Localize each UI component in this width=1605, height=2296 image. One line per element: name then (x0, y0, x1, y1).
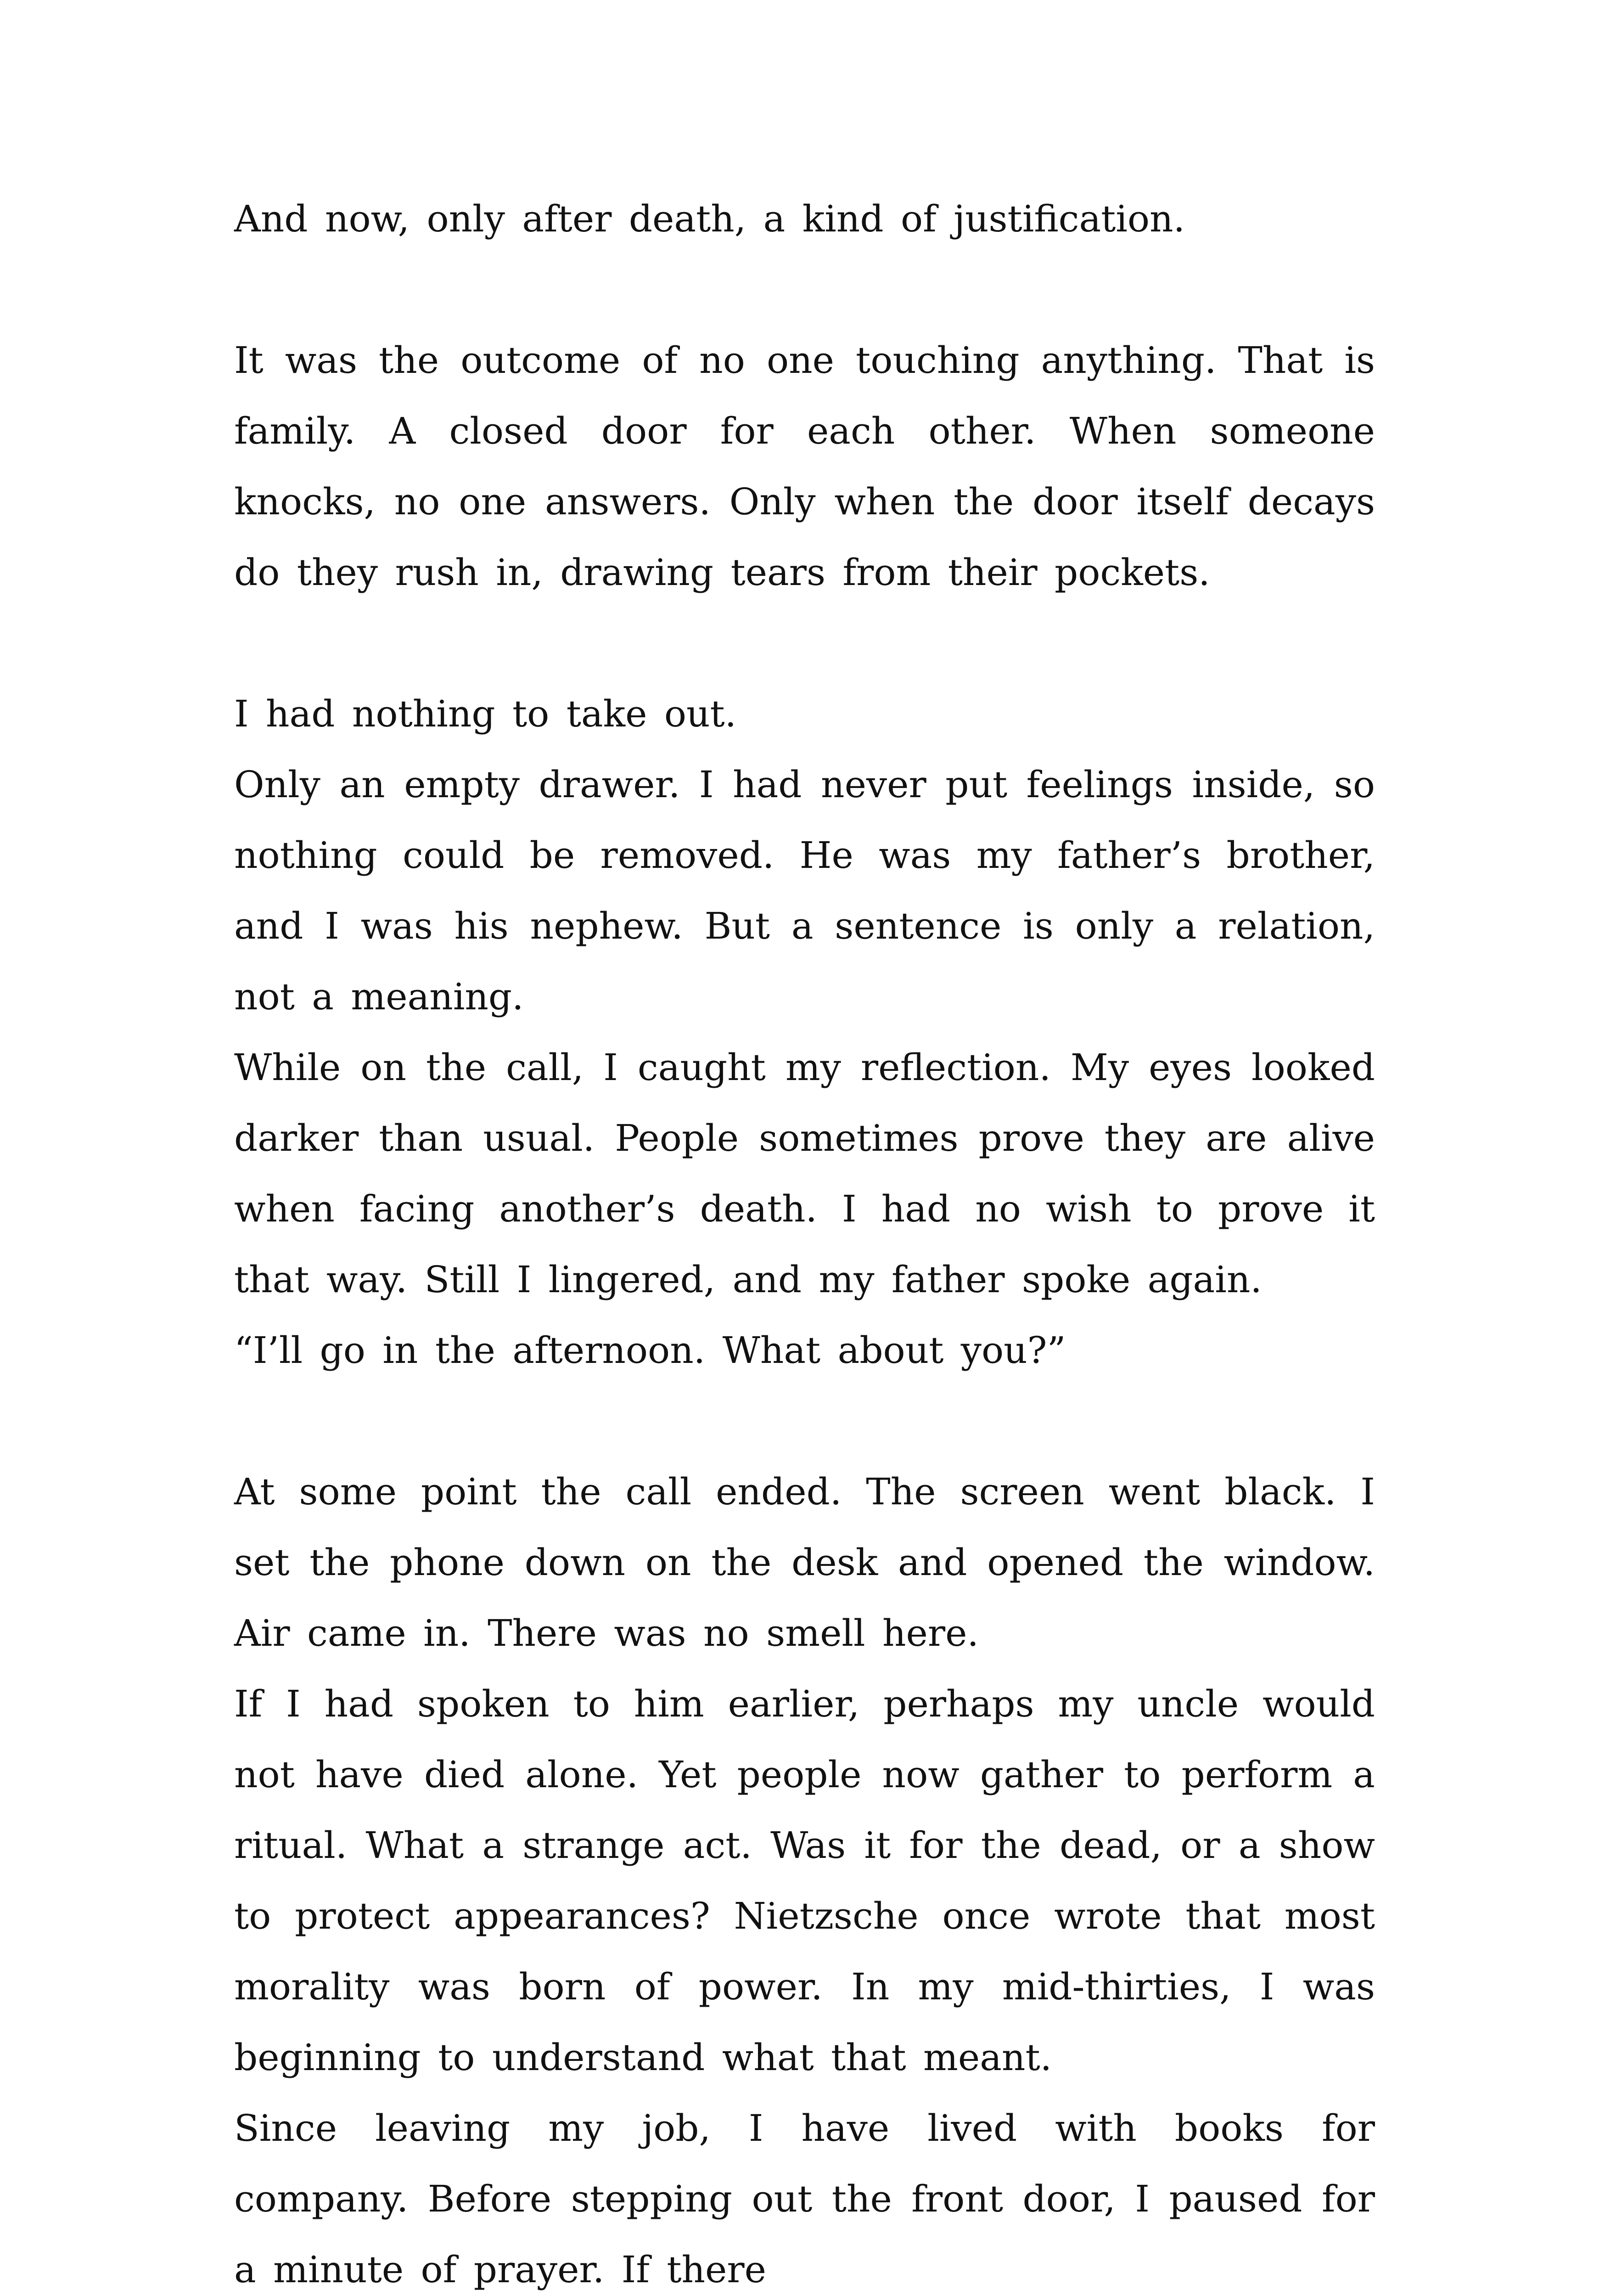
body-text (234, 184, 1375, 2296)
paragraph-gap (234, 608, 1375, 679)
paragraph-call-ended: At some point the call ended. The screen went black. I set the phone down on the desk and opened the window. Air came in. There was no smell here. (234, 1470, 1375, 1654)
paragraph-family: It was the outcome of no one touching anything. That is family. A closed door for each other. When someone knocks, no one answers. Only when the door itself decays do they rush in, drawing tears from their pockets. (234, 339, 1375, 594)
paragraph-gap (234, 1386, 1375, 1457)
paragraph-justification: And now, only after death, a kind of justification. (234, 197, 1185, 240)
paragraph-gap (234, 254, 1375, 325)
paragraph-nothing-to-take: I had nothing to take out. (234, 692, 737, 735)
paragraph-dialogue: “I’ll go in the afternoon. What about you?” (234, 1329, 1066, 1372)
paragraph-reflection: While on the call, I caught my reflection. My eyes looked darker than usual. People sometimes prove they are alive when facing another’s death. I had no wish to prove it that way. Still I lingered, and my father spoke again. (234, 1046, 1375, 1301)
paragraph-ritual: If I had spoken to him earlier, perhaps my uncle would not have died alone. Yet people now gather to perform a ritual. What a strange act. Was it for the dead, or a show to protect appearances? Nietzsche once wrote that most morality was born of power. In my mid-thirties, I was beginning to understand what that meant. (234, 1683, 1375, 2079)
paragraph-books: Since leaving my job, I have lived with books for company. Before stepping out the front door, I paused for a minute of prayer. If there (234, 2107, 1375, 2291)
paragraph-empty-drawer: Only an empty drawer. I had never put feelings inside, so nothing could be removed. He was my father’s brother, and I was his nephew. But a sentence is only a relation, not a meaning. (234, 763, 1375, 1018)
